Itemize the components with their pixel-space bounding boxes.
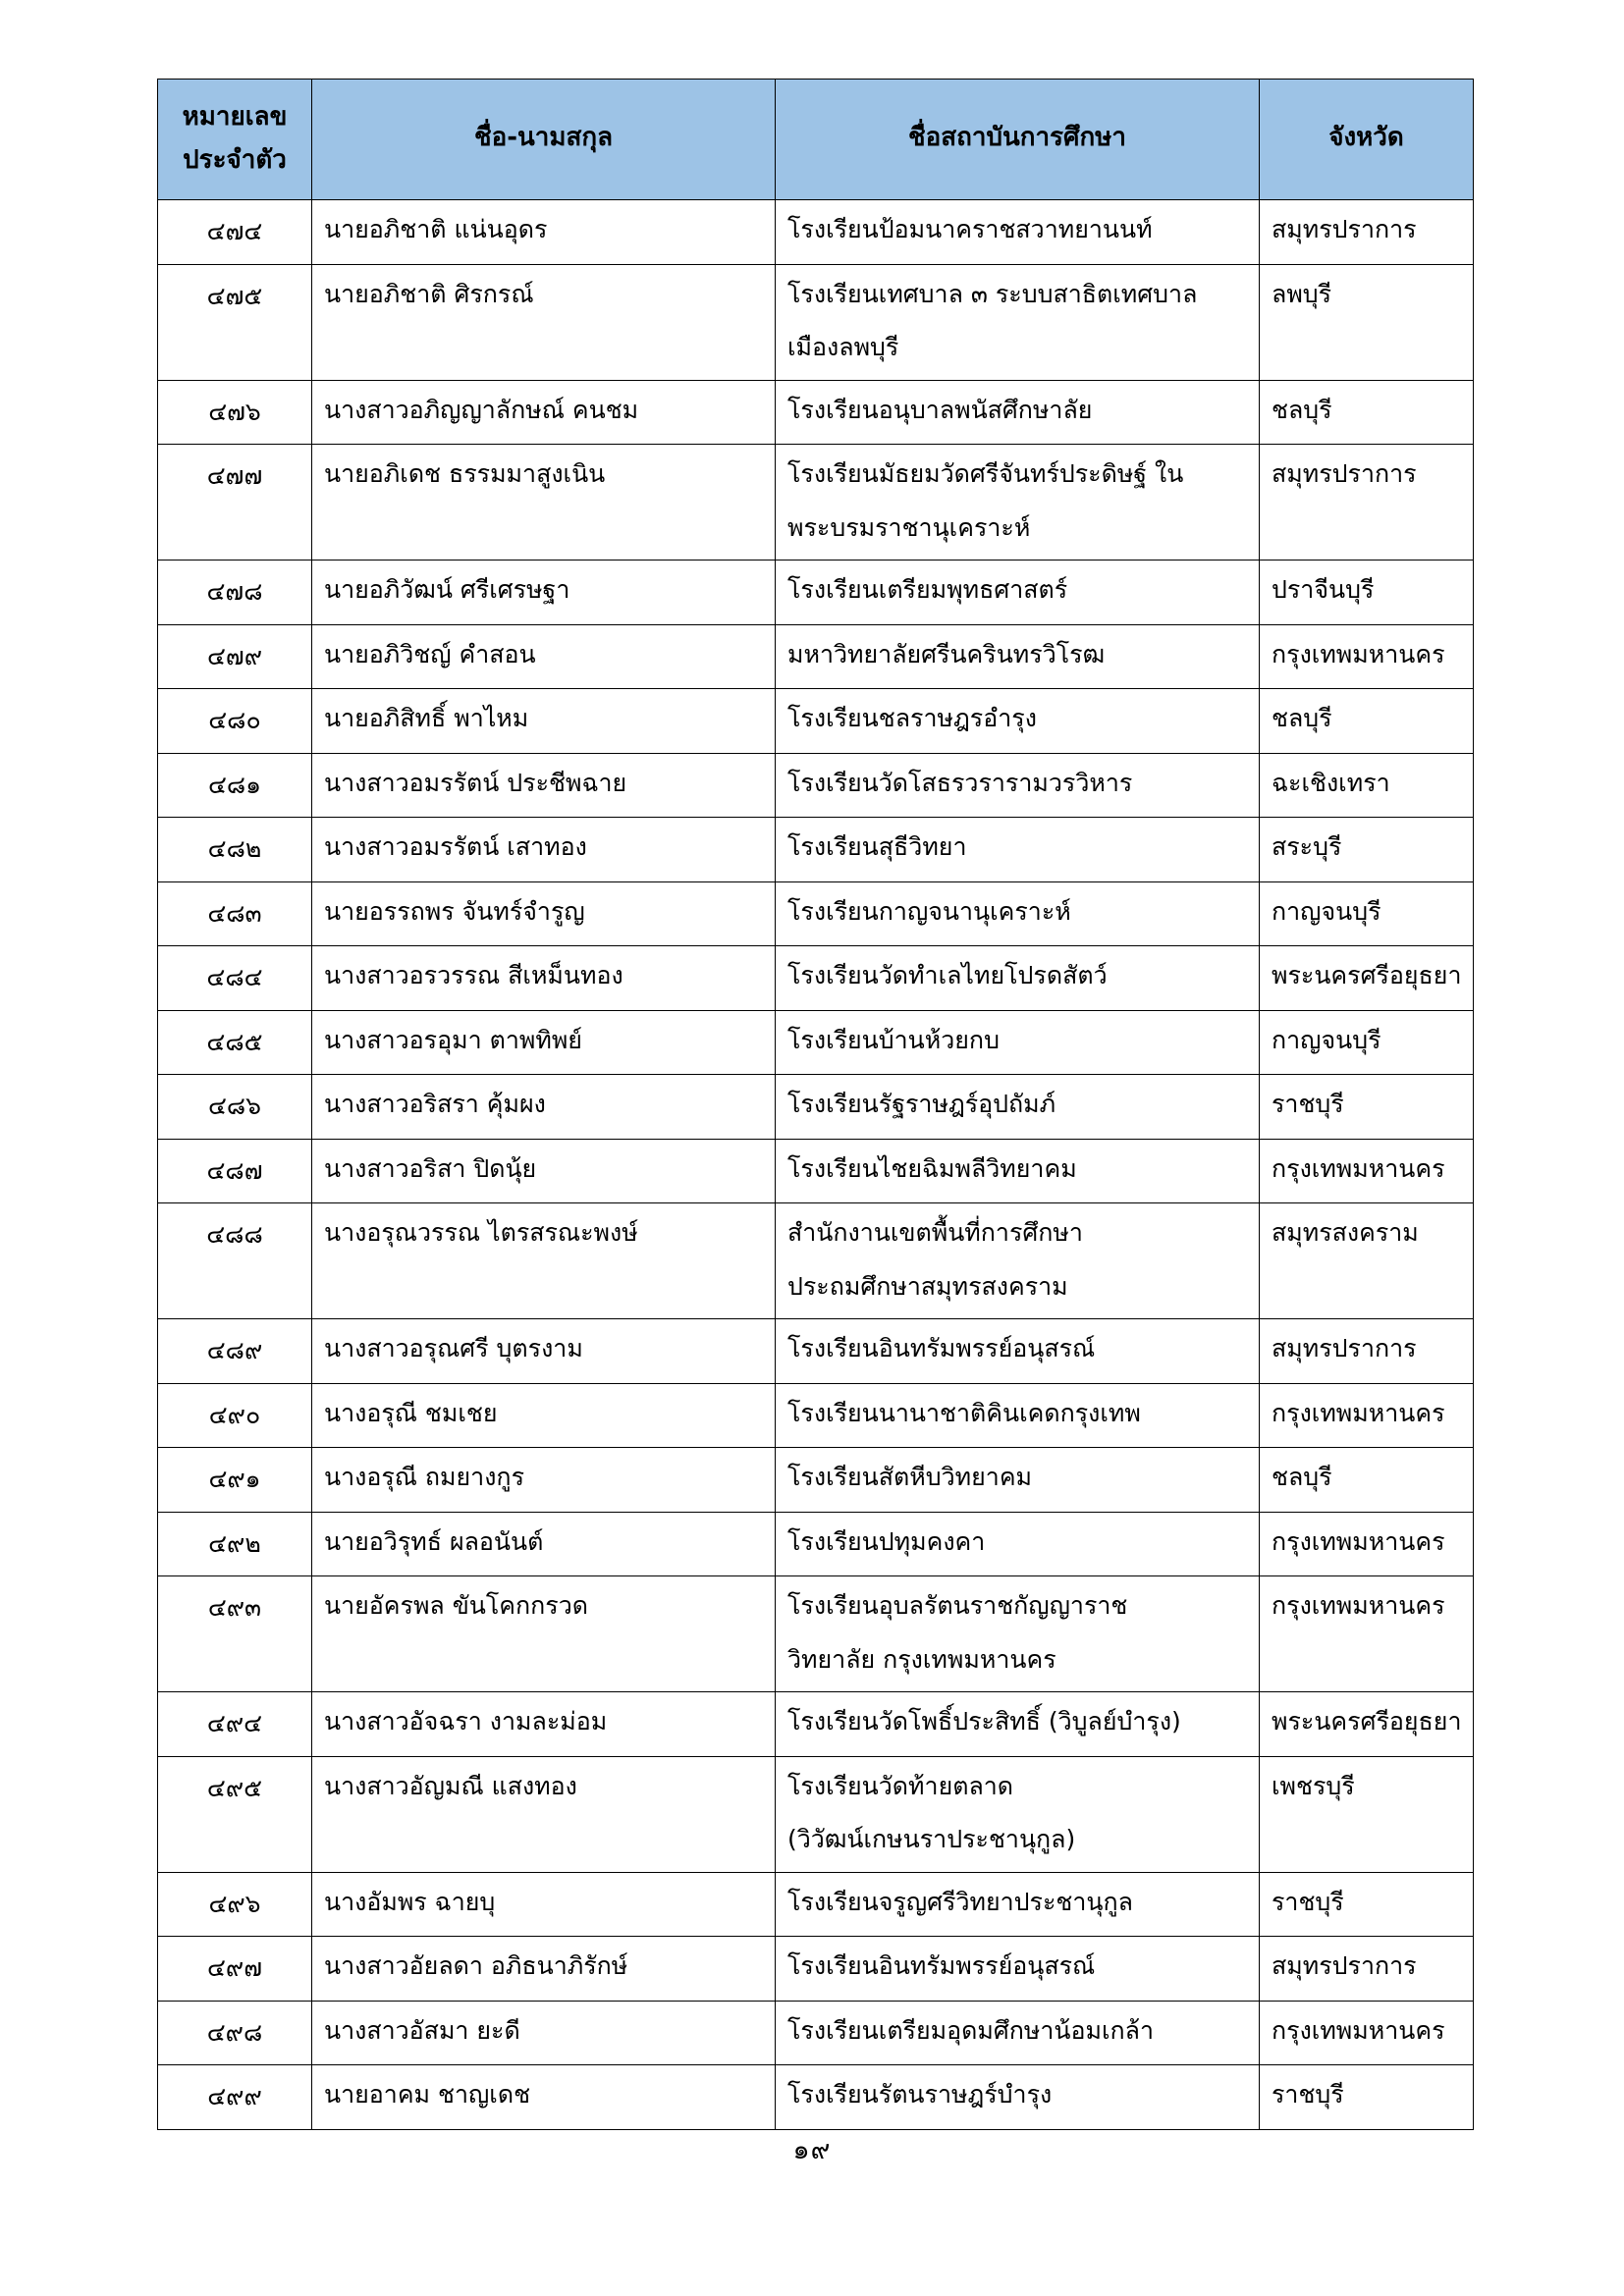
cell-institution [776,946,1260,1011]
cell-institution [776,2001,1260,2065]
cell-name: นางอัมพร ฉายบุ [312,1872,776,1937]
table-row [158,1139,1474,1203]
cell-name: นายอัครพล ขันโคกกรวด [312,1576,776,1692]
cell-institution-line1: โรงเรียนมัธยมวัดศรีจันทร์ประดิษฐ์ ใน [787,459,1184,489]
table-row [158,264,1474,380]
cell-name: นายอภิสิทธิ์ พาไหม [312,689,776,754]
table-row [158,1872,1474,1937]
cell-name: นายอภิชาติ แน่นอุดร [312,200,776,265]
cell-institution-line1: โรงเรียนสุธีวิทยา [787,832,967,862]
table-row [158,1512,1474,1576]
cell-name: นางสาวอัจฉรา งามละม่อม [312,1692,776,1757]
cell-id: ๔๘๙ [158,1319,312,1384]
cell-province: ลพบุรี [1260,264,1474,380]
cell-institution-line1: โรงเรียนบ้านห้วยกบ [787,1025,1000,1054]
cell-id: ๔๙๕ [158,1756,312,1872]
table-row [158,1203,1474,1319]
table-row [158,1937,1474,2002]
cell-institution-line1: โรงเรียนสัตหีบวิทยาคม [787,1463,1033,1492]
cell-institution-line2: วิทยาลัย กรุงเทพมหานคร [787,1644,1056,1674]
cell-name: นายอาคม ชาญเดช [312,2065,776,2130]
cell-institution [776,561,1260,625]
cell-id: ๔๘๓ [158,881,312,946]
cell-institution [776,1512,1260,1576]
cell-institution-line1: โรงเรียนจรูญศรีวิทยาประชานุกูล [787,1887,1133,1916]
table-row [158,1319,1474,1384]
cell-institution-line1: สำนักงานเขตพื้นที่การศึกษา [787,1218,1083,1248]
cell-name: นางสาวอรวรรณ สีเหม็นทอง [312,946,776,1011]
cell-name: นางสาวอัสมา ยะดี [312,2001,776,2065]
cell-institution-line1: โรงเรียนวัดโพธิ์ประสิทธิ์ (วิบูลย์บำรุง) [787,1707,1181,1736]
cell-institution-line1: โรงเรียนชลราษฎรอำรุง [787,704,1037,733]
cell-institution [776,264,1260,380]
cell-institution [776,881,1260,946]
cell-id: ๔๘๔ [158,946,312,1011]
cell-institution-line1: โรงเรียนวัดทำเลไทยโปรดสัตว์ [787,961,1108,990]
column-header-institution: ชื่อสถาบันการศึกษา [776,80,1260,200]
cell-institution-line2: (วิวัฒน์เกษนราประชานุกูล) [787,1825,1076,1854]
table-row [158,2065,1474,2130]
cell-id: ๔๙๖ [158,1872,312,1937]
cell-id: ๔๘๗ [158,1139,312,1203]
cell-province: พระนครศรีอยุธยา [1260,1692,1474,1757]
cell-institution [776,200,1260,265]
cell-id: ๔๙๒ [158,1512,312,1576]
table-row [158,1448,1474,1513]
column-header-name: ชื่อ-นามสกุล [312,80,776,200]
cell-province: กาญจนบุรี [1260,881,1474,946]
cell-institution-line1: โรงเรียนปทุมคงคา [787,1526,986,1556]
cell-id: ๔๗๙ [158,624,312,689]
cell-institution [776,1139,1260,1203]
cell-id: ๔๗๗ [158,445,312,561]
cell-institution-line1: โรงเรียนอนุบาลพนัสศึกษาลัย [787,395,1093,424]
table-row [158,380,1474,445]
table-row [158,561,1474,625]
cell-institution [776,1075,1260,1140]
cell-province: กรุงเทพมหานคร [1260,1139,1474,1203]
cell-name: นางสาวอรอุมา ตาพทิพย์ [312,1010,776,1075]
cell-province: เพชรบุรี [1260,1756,1474,1872]
table-row [158,1010,1474,1075]
cell-id: ๔๗๘ [158,561,312,625]
cell-province: ชลบุรี [1260,1448,1474,1513]
cell-id: ๔๙๙ [158,2065,312,2130]
cell-name: นางอรุณวรรณ ไตรสรณะพงษ์ [312,1203,776,1319]
cell-name: นางสาวอรุณศรี บุตรงาม [312,1319,776,1384]
cell-province: กาญจนบุรี [1260,1010,1474,1075]
cell-institution-line1: โรงเรียนกาญจนานุเคราะห์ [787,896,1071,926]
cell-institution [776,1576,1260,1692]
cell-institution-line1: โรงเรียนอุบลรัตนราชกัญญาราช [787,1591,1128,1621]
cell-institution [776,1937,1260,2002]
cell-name: นางสาวอมรรัตน์ ประชีพฉาย [312,753,776,818]
cell-province: ราชบุรี [1260,2065,1474,2130]
column-header-province: จังหวัด [1260,80,1474,200]
cell-province: กรุงเทพมหานคร [1260,1576,1474,1692]
page-number: ๑๙ [792,2135,832,2165]
roster-table [157,79,1474,2130]
cell-institution [776,380,1260,445]
cell-institution-line1: โรงเรียนรัฐราษฎร์อุปถัมภ์ [787,1090,1056,1119]
cell-institution-line2: ประถมศึกษาสมุทรสงคราม [787,1271,1068,1301]
cell-province: กรุงเทพมหานคร [1260,624,1474,689]
column-header-id-line1: หมายเลข [182,102,288,132]
cell-institution [776,2065,1260,2130]
table-header-row [158,80,1474,200]
cell-id: ๔๘๒ [158,818,312,882]
table-row [158,1756,1474,1872]
cell-province: ปราจีนบุรี [1260,561,1474,625]
cell-institution-line1: โรงเรียนนานาชาติคินเคดกรุงเทพ [787,1398,1141,1427]
cell-name: นายอภิชาติ ศิรกรณ์ [312,264,776,380]
cell-province: กรุงเทพมหานคร [1260,1383,1474,1448]
roster-table-body [158,200,1474,2130]
cell-institution-line1: โรงเรียนวัดโสธรวรารามวรวิหาร [787,768,1133,797]
cell-institution [776,1010,1260,1075]
cell-id: ๔๙๐ [158,1383,312,1448]
cell-institution-line1: มหาวิทยาลัยศรีนครินทรวิโรฒ [787,639,1106,668]
cell-id: ๔๙๓ [158,1576,312,1692]
table-row [158,881,1474,946]
cell-name: นางสาวอริสรา คุ้มผง [312,1075,776,1140]
table-row [158,818,1474,882]
cell-institution-line1: โรงเรียนไชยฉิมพลีวิทยาคม [787,1153,1077,1183]
cell-name: นางสาวอริสา ปิดนุ้ย [312,1139,776,1203]
cell-institution [776,753,1260,818]
cell-institution [776,1319,1260,1384]
column-header-id-line2: ประจำตัว [183,145,287,176]
cell-institution [776,445,1260,561]
cell-name: นายอภิวิชญ์ คำสอน [312,624,776,689]
cell-institution-line1: โรงเรียนรัตนราษฎร์บำรุง [787,2080,1053,2109]
cell-province: สมุทรสงคราม [1260,1203,1474,1319]
cell-id: ๔๙๘ [158,2001,312,2065]
cell-institution [776,689,1260,754]
cell-province: สมุทรปราการ [1260,445,1474,561]
cell-id: ๔๙๗ [158,1937,312,2002]
table-row [158,1576,1474,1692]
cell-id: ๔๙๑ [158,1448,312,1513]
cell-id: ๔๘๘ [158,1203,312,1319]
cell-province: ชลบุรี [1260,380,1474,445]
table-row [158,946,1474,1011]
cell-institution [776,818,1260,882]
cell-province: กรุงเทพมหานคร [1260,1512,1474,1576]
cell-id: ๔๗๔ [158,200,312,265]
cell-id: ๔๘๑ [158,753,312,818]
cell-province: สมุทรปราการ [1260,1937,1474,2002]
cell-id: ๔๘๐ [158,689,312,754]
cell-province: ราชบุรี [1260,1872,1474,1937]
cell-institution-line1: โรงเรียนอินทรัมพรรย์อนุสรณ์ [787,1334,1096,1363]
cell-institution-line1: โรงเรียนอินทรัมพรรย์อนุสรณ์ [787,1951,1096,1981]
roster-table-container [157,79,1473,2130]
table-row [158,753,1474,818]
cell-institution-line1: โรงเรียนเทศบาล ๓ ระบบสาธิตเทศบาล [787,279,1198,308]
cell-name: นางอรุณี ถมยางกูร [312,1448,776,1513]
cell-institution [776,624,1260,689]
cell-id: ๔๗๕ [158,264,312,380]
table-row [158,1383,1474,1448]
cell-province: ชลบุรี [1260,689,1474,754]
cell-name: นางอรุณี ชมเชย [312,1383,776,1448]
cell-id: ๔๘๖ [158,1075,312,1140]
cell-province: สมุทรปราการ [1260,200,1474,265]
cell-institution-line1: โรงเรียนเตรียมพุทธศาสตร์ [787,575,1068,605]
cell-institution [776,1203,1260,1319]
cell-institution-line2: เมืองลพบุรี [787,333,899,362]
cell-province: ฉะเชิงเทรา [1260,753,1474,818]
cell-province: สระบุรี [1260,818,1474,882]
cell-name: นายอภิเดช ธรรมมาสูงเนิน [312,445,776,561]
column-header-id [158,80,312,200]
cell-name: นางสาวอัญมณี แสงทอง [312,1756,776,1872]
table-row [158,1075,1474,1140]
cell-institution-line1: โรงเรียนป้อมนาคราชสวาทยานนท์ [787,215,1153,244]
cell-institution [776,1692,1260,1757]
cell-name: นายอภิวัฒน์ ศรีเศรษฐา [312,561,776,625]
cell-name: นางสาวอภิญญาลักษณ์ คนชม [312,380,776,445]
cell-name: นางสาวอัยลดา อภิธนาภิรักษ์ [312,1937,776,2002]
cell-id: ๔๗๖ [158,380,312,445]
table-row [158,2001,1474,2065]
cell-institution [776,1448,1260,1513]
cell-province: พระนครศรีอยุธยา [1260,946,1474,1011]
cell-institution-line1: โรงเรียนวัดท้ายตลาด [787,1771,1014,1800]
cell-id: ๔๘๕ [158,1010,312,1075]
cell-id: ๔๙๔ [158,1692,312,1757]
table-row [158,624,1474,689]
cell-province: สมุทรปราการ [1260,1319,1474,1384]
cell-province: ราชบุรี [1260,1075,1474,1140]
cell-province: กรุงเทพมหานคร [1260,2001,1474,2065]
table-row [158,1692,1474,1757]
table-row [158,689,1474,754]
cell-institution [776,1383,1260,1448]
table-row [158,445,1474,561]
cell-institution [776,1872,1260,1937]
cell-name: นายอรรถพร จันทร์จำรูญ [312,881,776,946]
cell-institution [776,1756,1260,1872]
cell-institution-line2: พระบรมราชานุเคราะห์ [787,512,1031,542]
cell-institution-line1: โรงเรียนเตรียมอุดมศึกษาน้อมเกล้า [787,2015,1154,2045]
cell-name: นางสาวอมรรัตน์ เสาทอง [312,818,776,882]
table-row [158,200,1474,265]
cell-name: นายอวิรุทธ์ ผลอนันต์ [312,1512,776,1576]
